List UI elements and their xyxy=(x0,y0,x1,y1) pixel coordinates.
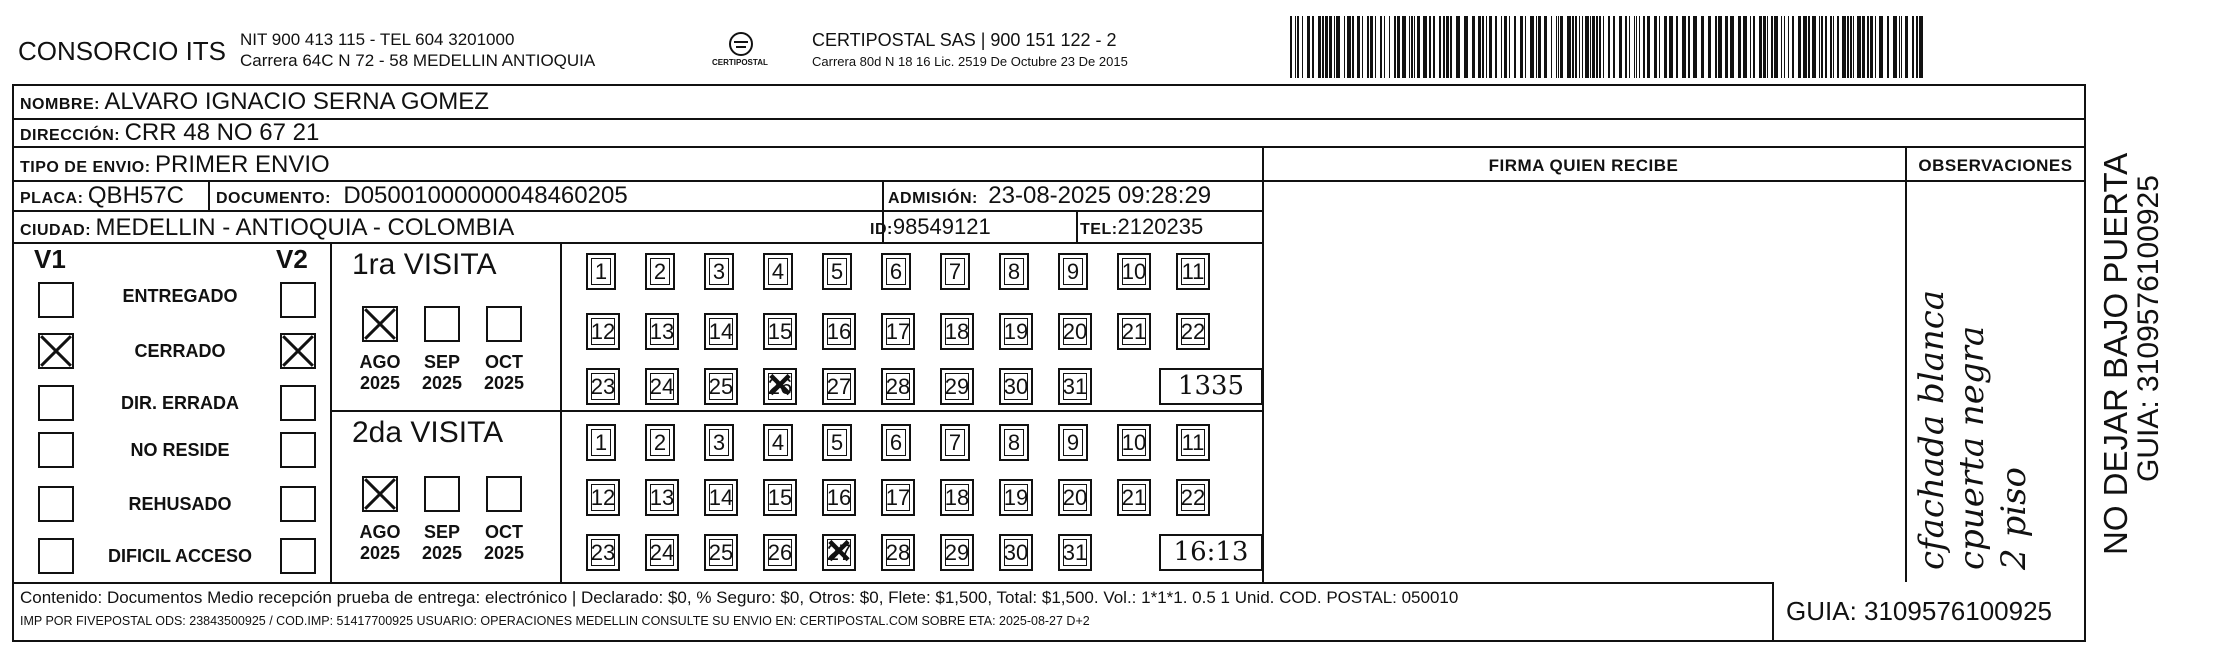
v2-checkbox[interactable] xyxy=(280,333,316,369)
barcode-bar xyxy=(1639,16,1640,78)
footer-guia: GUIA: 3109576100925 xyxy=(1786,596,2052,626)
day-box[interactable]: 20 xyxy=(1058,313,1092,350)
visit-1-title: 1ra VISITA xyxy=(352,248,497,281)
barcode-bar xyxy=(1560,16,1563,78)
day-box[interactable]: 4 xyxy=(763,424,793,461)
barcode-bar xyxy=(1384,16,1385,78)
barcode-bar xyxy=(1634,16,1635,78)
company-line-1: NIT 900 413 115 - TEL 604 3201000 xyxy=(240,30,515,49)
day-box[interactable]: 13 xyxy=(645,313,679,350)
barcode-bar xyxy=(1514,16,1516,78)
barcode-bar xyxy=(1803,16,1807,78)
day-box[interactable]: 8 xyxy=(999,253,1029,290)
day-box[interactable]: 11 xyxy=(1176,253,1210,290)
logo-text: CERTIPOSTAL xyxy=(712,58,768,67)
barcode-bar xyxy=(1489,16,1492,78)
tel-label: TEL: xyxy=(1080,221,1118,238)
day-box[interactable]: 21 xyxy=(1117,313,1151,350)
day-box[interactable]: 24 xyxy=(645,368,679,405)
barcode-bar xyxy=(1619,16,1622,78)
tipo-row xyxy=(20,151,330,179)
v1-checkbox[interactable] xyxy=(38,333,74,369)
barcode-bar xyxy=(1482,16,1484,78)
barcode-bar xyxy=(1551,16,1552,78)
barcode-bar xyxy=(1819,16,1820,78)
month-year: 2025 xyxy=(421,373,463,393)
barcode-bar xyxy=(1875,16,1876,78)
month-year: 2025 xyxy=(483,543,525,563)
month-label xyxy=(414,352,470,394)
visit-time: 1335 xyxy=(1159,368,1263,405)
admision-label: ADMISIÓN: xyxy=(888,190,978,207)
id-label: ID: xyxy=(870,221,893,238)
documento-label: DOCUMENTO: xyxy=(216,190,331,207)
v1-label: V1 xyxy=(34,244,66,274)
day-box[interactable]: 5 xyxy=(822,424,852,461)
barcode-bar xyxy=(1525,16,1526,78)
direccion-label: DIRECCIÓN: xyxy=(20,127,121,144)
barcode-bar xyxy=(1409,16,1410,78)
firma-label: FIRMA QUIEN RECIBE xyxy=(1488,156,1679,175)
v1-checkbox[interactable] xyxy=(38,486,74,522)
barcode-bar xyxy=(1833,16,1834,78)
day-box[interactable]: 3 xyxy=(704,424,734,461)
barcode-bar xyxy=(1905,16,1908,78)
tipo-label: TIPO DE ENVIO: xyxy=(20,159,151,176)
day-box[interactable]: 6 xyxy=(881,253,911,290)
company-name: CONSORCIO ITS xyxy=(18,36,227,66)
barcode-bar xyxy=(1784,16,1785,78)
barcode-bar xyxy=(1536,16,1537,78)
barcode-bar xyxy=(1798,16,1801,78)
barcode-bar xyxy=(1352,16,1354,78)
day-box[interactable]: 10 xyxy=(1117,253,1151,290)
documento-cell xyxy=(216,182,628,210)
day-box[interactable]: 23 xyxy=(586,368,620,405)
status-label: CERRADO xyxy=(134,341,226,361)
nombre-row xyxy=(20,88,489,116)
month-checkbox[interactable] xyxy=(362,476,398,512)
barcode-bar xyxy=(1676,16,1678,78)
v2-checkbox[interactable] xyxy=(280,432,316,468)
barcode-bar xyxy=(1344,16,1345,78)
barcode-bar xyxy=(1708,16,1711,78)
day-box[interactable]: 23 xyxy=(586,534,620,571)
barcode-bar xyxy=(1916,16,1918,78)
day-box[interactable]: 14 xyxy=(704,479,738,516)
barcode-bar xyxy=(1599,16,1601,78)
barcode-bar xyxy=(1336,16,1340,78)
barcode-bar xyxy=(1429,16,1431,78)
footer-line-1: Contenido: Documentos Medio recepción prueba de entrega: electrónico | Declarado: $0, % Seguro: $0, Otros: $0, Flete: $1,500, Total: $1,500. Vol.: 1*1*1. 0.5 1 Unid. COD. POSTAL: 050010 xyxy=(20,588,1459,607)
barcode-bar xyxy=(1771,16,1773,78)
barcode-bar xyxy=(1389,16,1390,78)
barcode-bar xyxy=(1414,16,1415,78)
day-box[interactable]: 28 xyxy=(881,534,915,571)
barcode-bar xyxy=(1725,16,1728,78)
month-year: 2025 xyxy=(359,373,401,393)
barcode-bar xyxy=(1450,16,1452,78)
day-box[interactable]: 1 xyxy=(586,424,616,461)
day-box[interactable]: 2 xyxy=(645,424,675,461)
nombre-value: ALVARO IGNACIO SERNA GOMEZ xyxy=(104,88,489,115)
barcode-bar xyxy=(1654,16,1657,78)
barcode-bar xyxy=(1629,16,1630,78)
day-box[interactable]: 30 xyxy=(999,534,1033,571)
barcode-bar xyxy=(1347,16,1351,78)
ciudad-cell xyxy=(20,214,514,242)
barcode-bar xyxy=(1669,16,1673,78)
day-box[interactable]: 15 xyxy=(763,479,797,516)
barcode-bar xyxy=(1899,16,1900,78)
day-box[interactable]: 20 xyxy=(1058,479,1092,516)
barcode-bar xyxy=(1302,16,1303,78)
admision-cell xyxy=(888,182,1211,210)
v1-checkbox[interactable] xyxy=(38,432,74,468)
barcode-bar xyxy=(1530,16,1534,78)
barcode-bar xyxy=(1738,16,1741,78)
day-box[interactable]: 15 xyxy=(763,313,797,350)
barcode-bar xyxy=(1659,16,1660,78)
barcode-bar xyxy=(1743,16,1747,78)
barcode-bar xyxy=(1636,16,1637,78)
barcode-bar xyxy=(1718,16,1722,78)
day-box[interactable]: 25 xyxy=(704,534,738,571)
month-checkbox[interactable] xyxy=(424,476,460,512)
status-label: NO RESIDE xyxy=(130,440,230,460)
day-box[interactable]: 29 xyxy=(940,534,974,571)
barcode-bar xyxy=(1767,16,1768,78)
v2-checkbox[interactable] xyxy=(280,385,316,421)
day-box[interactable]: 3 xyxy=(704,253,734,290)
barcode-bar xyxy=(1397,16,1400,78)
observacion-line: cfachada blanca xyxy=(1912,289,1952,570)
day-box[interactable]: 7 xyxy=(940,253,970,290)
barcode-bar xyxy=(1893,16,1897,78)
barcode-bar xyxy=(1643,16,1645,78)
certipostal-logo xyxy=(706,30,776,72)
barcode-bar xyxy=(1394,16,1396,78)
barcode-bar xyxy=(1558,16,1559,78)
barcode-bar xyxy=(1837,16,1839,78)
day-box[interactable]: 9 xyxy=(1058,253,1088,290)
barcode-bar xyxy=(1870,16,1873,78)
day-box[interactable]: 18 xyxy=(940,313,974,350)
observaciones-label: OBSERVACIONES xyxy=(1918,156,2073,175)
day-box[interactable]: 6 xyxy=(881,424,911,461)
barcode-bar xyxy=(1774,16,1778,78)
barcode-bar xyxy=(1375,16,1376,78)
day-box[interactable]: 19 xyxy=(999,313,1033,350)
barcode-bar xyxy=(1590,16,1591,78)
barcode-bar xyxy=(1575,16,1577,78)
placa-cell xyxy=(20,182,184,210)
barcode-bar xyxy=(1520,16,1523,78)
barcode-bar xyxy=(1367,16,1369,78)
observacion-line: 2 piso xyxy=(1994,467,2034,570)
month-checkbox[interactable] xyxy=(486,306,522,342)
v2-checkbox[interactable] xyxy=(280,282,316,318)
month-year: 2025 xyxy=(421,543,463,563)
day-box[interactable]: 28 xyxy=(881,368,915,405)
status-label: DIR. ERRADA xyxy=(120,393,239,413)
day-box[interactable]: 19 xyxy=(999,479,1033,516)
barcode-bar xyxy=(1370,16,1373,78)
status-label: ENTREGADO xyxy=(122,286,238,306)
month-checkbox[interactable] xyxy=(362,306,398,342)
month-label xyxy=(476,352,532,394)
footer-line-2: IMP POR FIVEPOSTAL ODS: 23843500925 / COD.IMP: 51417700925 USUARIO: OPERACIONES MEDELLIN CONSULTE SU ENVIO EN: CERTIPOSTAL.COM SOBRE ETA: 2025-08-27 D+2 xyxy=(20,614,1090,628)
barcode-bar xyxy=(1504,16,1507,78)
day-box[interactable]: 25 xyxy=(704,368,738,405)
company-line-2: Carrera 64C N 72 - 58 MEDELLIN ANTIOQUIA xyxy=(240,51,596,70)
barcode-bar xyxy=(1853,16,1854,78)
admision-value: 23-08-2025 09:28:29 xyxy=(988,182,1212,209)
day-box[interactable]: 2 xyxy=(645,253,675,290)
day-box[interactable]: 9 xyxy=(1058,424,1088,461)
day-box[interactable]: 27 ✕ xyxy=(822,534,856,571)
day-box[interactable]: 27 xyxy=(822,368,856,405)
barcode-bar xyxy=(1501,16,1502,78)
barcode-bar xyxy=(1312,16,1314,78)
barcode-bar xyxy=(1592,16,1595,78)
barcode-bar xyxy=(1439,16,1441,78)
barcode-bar xyxy=(1693,16,1697,78)
barcode-bar xyxy=(1411,16,1413,78)
month-name: OCT xyxy=(485,522,523,542)
side-warning: NO DEJAR BAJO PUERTA xyxy=(2097,152,2134,555)
month-name: AGO xyxy=(359,352,401,372)
barcode-bar xyxy=(1912,16,1914,78)
day-box[interactable]: 10 xyxy=(1117,424,1151,461)
month-year: 2025 xyxy=(483,373,525,393)
ciudad-label: CIUDAD: xyxy=(20,222,92,239)
month-checkbox[interactable] xyxy=(486,476,522,512)
day-box[interactable]: 12 xyxy=(586,313,620,350)
day-box[interactable]: 22 xyxy=(1176,313,1210,350)
day-box[interactable]: 21 xyxy=(1117,479,1151,516)
month-name: SEP xyxy=(423,352,461,372)
barcode-bar xyxy=(1579,16,1580,78)
barcode-bar xyxy=(1357,16,1360,78)
barcode-bar xyxy=(1585,16,1589,78)
barcode-bar xyxy=(1842,16,1846,78)
month-name: OCT xyxy=(485,352,523,372)
barcode-bar xyxy=(1688,16,1690,78)
v2-checkbox[interactable] xyxy=(280,486,316,522)
barcode-bar xyxy=(1509,16,1510,78)
barcode-bar xyxy=(1538,16,1541,78)
tel-cell xyxy=(1080,214,1203,240)
barcode-bar xyxy=(1808,16,1810,78)
side-guia: GUIA: 3109576100925 xyxy=(2132,175,2165,482)
barcode-bar xyxy=(1495,16,1497,78)
visit-2-title: 2da VISITA xyxy=(352,416,504,449)
barcode-bar xyxy=(1887,16,1889,78)
month-label xyxy=(414,522,470,564)
barcode-bar xyxy=(1478,16,1481,78)
barcode-bar xyxy=(1647,16,1650,78)
barcode-bar xyxy=(1763,16,1766,78)
barcode-bar xyxy=(1821,16,1823,78)
barcode-bar xyxy=(1862,16,1865,78)
day-box[interactable]: 22 xyxy=(1176,479,1210,516)
barcode-bar xyxy=(1472,16,1475,78)
barcode-bar xyxy=(1664,16,1667,78)
month-label xyxy=(476,522,532,564)
v1-checkbox[interactable] xyxy=(38,385,74,421)
barcode-bar xyxy=(1486,16,1487,78)
barcode-bar xyxy=(1446,16,1449,78)
barcode-bar xyxy=(1608,16,1610,78)
month-year: 2025 xyxy=(359,543,401,563)
barcode-bar xyxy=(1781,16,1782,78)
barcode-bar xyxy=(1715,16,1717,78)
barcode-bar xyxy=(1318,16,1321,78)
nombre-label: NOMBRE: xyxy=(20,96,100,113)
barcode-bar xyxy=(1544,16,1547,78)
day-box[interactable]: 29 xyxy=(940,368,974,405)
barcode-bar xyxy=(1812,16,1816,78)
day-box[interactable]: 30 xyxy=(999,368,1033,405)
barcode-bar xyxy=(1380,16,1382,78)
barcode-bar xyxy=(1850,16,1852,78)
day-box[interactable]: 5 xyxy=(822,253,852,290)
barcode-bar xyxy=(1753,16,1755,78)
day-box[interactable]: 17 xyxy=(881,313,915,350)
day-box[interactable]: 12 xyxy=(586,479,620,516)
barcode-bar xyxy=(1307,16,1310,78)
barcode-bar xyxy=(1456,16,1460,78)
tipo-value: PRIMER ENVIO xyxy=(155,151,330,178)
barcode-bar xyxy=(1325,16,1328,78)
barcode-bar xyxy=(1867,16,1869,78)
barcode-bar xyxy=(1625,16,1627,78)
day-box[interactable]: 18 xyxy=(940,479,974,516)
day-box[interactable]: 31 xyxy=(1058,534,1092,571)
barcode-bar xyxy=(1334,16,1335,78)
day-box[interactable]: 1 xyxy=(586,253,616,290)
day-box[interactable]: 4 xyxy=(763,253,793,290)
v1-checkbox[interactable] xyxy=(38,538,74,574)
month-checkbox[interactable] xyxy=(424,306,460,342)
barcode-bar xyxy=(1857,16,1861,78)
barcode-bar xyxy=(1730,16,1734,78)
tel-value: 2120235 xyxy=(1117,214,1204,239)
day-box[interactable]: 8 xyxy=(999,424,1029,461)
barcode-bar xyxy=(1329,16,1332,78)
barcode-bar xyxy=(1322,16,1324,78)
barcode-bar xyxy=(1603,16,1604,78)
barcode-bar xyxy=(1290,16,1292,78)
day-box[interactable]: 11 xyxy=(1176,424,1210,461)
courier-line-2: Carrera 80d N 18 16 Lic. 2519 De Octubre 23 De 2015 xyxy=(812,54,1128,69)
day-box[interactable]: 17 xyxy=(881,479,915,516)
month-label xyxy=(352,522,408,564)
barcode-bar xyxy=(1295,16,1296,78)
barcode-bar xyxy=(1297,16,1299,78)
day-box[interactable]: 14 xyxy=(704,313,738,350)
id-cell xyxy=(870,214,991,240)
barcode-bar xyxy=(1792,16,1794,78)
month-name: AGO xyxy=(359,522,401,542)
day-box[interactable]: 31 xyxy=(1058,368,1092,405)
direccion-value: CRR 48 NO 67 21 xyxy=(124,119,320,146)
barcode-bar xyxy=(1901,16,1902,78)
barcode-bar xyxy=(1433,16,1435,78)
barcode-bar xyxy=(1847,16,1849,78)
barcode-bar xyxy=(1567,16,1571,78)
month-name: SEP xyxy=(423,522,461,542)
month-label xyxy=(352,352,408,394)
barcode xyxy=(1290,16,1930,78)
day-box[interactable]: 7 xyxy=(940,424,970,461)
v2-label: V2 xyxy=(276,244,308,274)
barcode-bar xyxy=(1443,16,1445,78)
documento-value: D05001000000048460205 xyxy=(343,182,628,209)
observacion-line: cpuerta negra xyxy=(1952,325,1992,570)
barcode-bar xyxy=(1788,16,1789,78)
day-box[interactable]: 13 xyxy=(645,479,679,516)
barcode-bar xyxy=(1402,16,1406,78)
barcode-bar xyxy=(1613,16,1615,78)
barcode-bar xyxy=(1759,16,1762,78)
barcode-bar xyxy=(1582,16,1583,78)
day-box[interactable]: 16 xyxy=(822,479,856,516)
barcode-bar xyxy=(1750,16,1751,78)
barcode-bar xyxy=(1423,16,1427,78)
placa-value: QBH57C xyxy=(87,182,184,209)
day-box[interactable]: 26 ✕ xyxy=(763,368,797,405)
barcode-bar xyxy=(1830,16,1832,78)
barcode-bar xyxy=(1556,16,1557,78)
status-label: REHUSADO xyxy=(128,494,232,514)
barcode-bar xyxy=(1464,16,1468,78)
barcode-bar xyxy=(1596,16,1598,78)
ciudad-value: MEDELLIN - ANTIOQUIA - COLOMBIA xyxy=(95,214,515,241)
id-value: 98549121 xyxy=(892,214,991,239)
v2-checkbox[interactable] xyxy=(280,538,316,574)
barcode-bar xyxy=(1879,16,1883,78)
status-label: DIFICIL ACCESO xyxy=(107,546,252,566)
direccion-row xyxy=(20,119,319,147)
day-box[interactable]: 16 xyxy=(822,313,856,350)
barcode-bar xyxy=(1919,16,1923,78)
visit-time: 16:13 xyxy=(1159,534,1263,571)
barcode-bar xyxy=(1701,16,1704,78)
barcode-bar xyxy=(1572,16,1574,78)
placa-label: PLACA: xyxy=(20,190,84,207)
courier-line-1: CERTIPOSTAL SAS | 900 151 122 - 2 xyxy=(812,30,1117,50)
barcode-bar xyxy=(1825,16,1827,78)
barcode-bar xyxy=(1682,16,1686,78)
barcode-bar xyxy=(1417,16,1420,78)
day-box[interactable]: 24 xyxy=(645,534,679,571)
barcode-bar xyxy=(1362,16,1363,78)
day-box[interactable]: 26 xyxy=(763,534,797,571)
v1-checkbox[interactable] xyxy=(38,282,74,318)
